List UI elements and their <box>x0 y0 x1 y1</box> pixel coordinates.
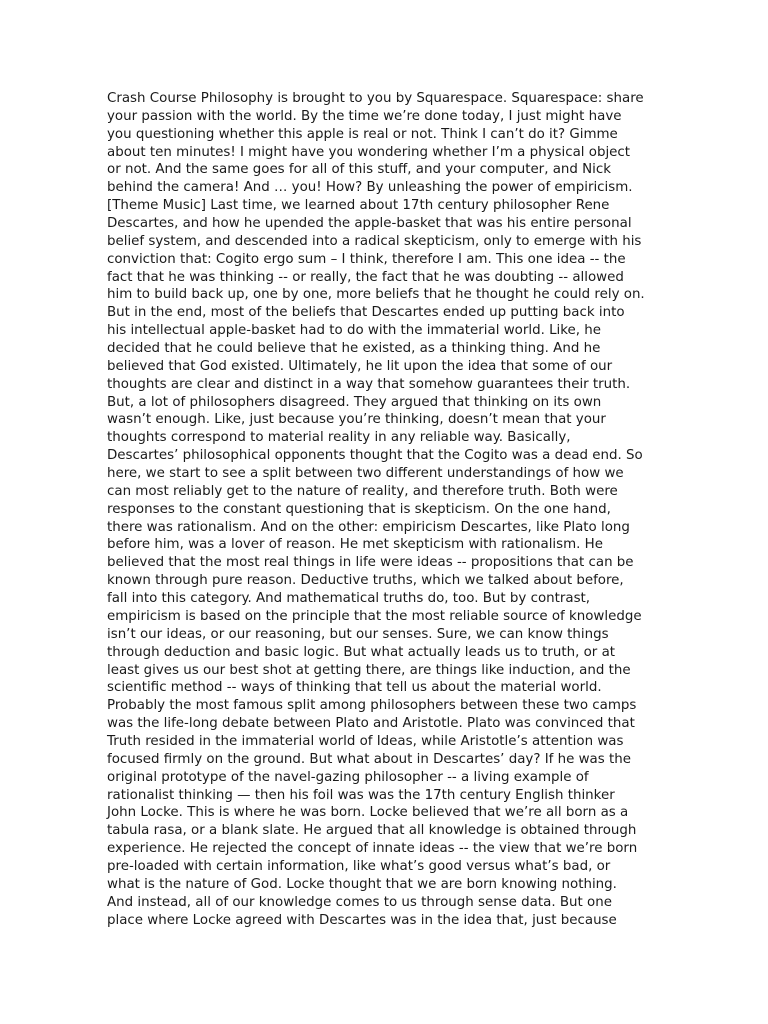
text-line: or not. And the same goes for all of this stuff, and your computer, and Nick <box>107 162 612 178</box>
text-line: what is the nature of God. Locke thought that we are born knowing nothing. <box>107 876 617 892</box>
text-line: isn’t our ideas, or our reasoning, but our senses. Sure, we can know things <box>107 626 609 642</box>
text-line: can most reliably get to the nature of reality, and therefore truth. Both were <box>107 483 618 499</box>
text-line: fall into this category. And mathematical truths do, too. But by contrast, <box>107 591 591 607</box>
text-line: place where Locke agreed with Descartes was in the idea that, just because <box>107 912 617 928</box>
text-line: there was rationalism. And on the other: empiricism Descartes, like Plato long <box>107 519 630 535</box>
text-line: before him, was a lover of reason. He met skepticism with rationalism. He <box>107 537 603 553</box>
text-line: conviction that: Cogito ergo sum – I think, therefore I am. This one idea -- the <box>107 251 626 267</box>
text-line: empiricism is based on the principle that the most reliable source of knowledge <box>107 608 642 624</box>
text-line: fact that he was thinking -- or really, the fact that he was doubting -- allowed <box>107 269 624 285</box>
text-line: least gives us our best shot at getting there, are things like induction, and the <box>107 662 631 678</box>
text-line: rationalist thinking — then his foil was was the 17th century English thinker <box>107 787 615 803</box>
text-line: thoughts are clear and distinct in a way that somehow guarantees their truth. <box>107 376 631 392</box>
text-line: John Locke. This is where he was born. Locke believed that we’re all born as a <box>107 805 629 821</box>
text-line: focused firmly on the ground. But what about in Descartes’ day? If he was the <box>107 751 631 767</box>
text-line: responses to the constant questioning that is skepticism. On the one hand, <box>107 501 611 517</box>
text-line: known through pure reason. Deductive truths, which we talked about before, <box>107 573 624 589</box>
text-line: original prototype of the navel-gazing philosopher -- a living example of <box>107 769 589 785</box>
text-line: Crash Course Philosophy is brought to you by Squarespace. Squarespace: share <box>107 91 644 106</box>
text-line: But in the end, most of the beliefs that Descartes ended up putting back into <box>107 305 625 321</box>
text-line: decided that he could believe that he existed, as a thinking thing. And he <box>107 341 601 357</box>
text-line: thoughts correspond to material reality in any reliable way. Basically, <box>107 430 571 446</box>
text-line: [Theme Music] Last time, we learned about 17th century philosopher Rene <box>107 198 610 214</box>
text-line: behind the camera! And … you! How? By unleashing the power of empiricism. <box>107 180 633 196</box>
text-line: your passion with the world. By the time we’re done today, I just might have <box>107 108 622 124</box>
text-line: experience. He rejected the concept of innate ideas -- the view that we’re born <box>107 841 638 857</box>
text-line: through deduction and basic logic. But what actually leads us to truth, or at <box>107 644 616 660</box>
text-line: believed that the most real things in life were ideas -- propositions that can be <box>107 555 634 571</box>
text-line: And instead, all of our knowledge comes to us through sense data. But one <box>107 894 612 910</box>
text-line: But, a lot of philosophers disagreed. They argued that thinking on its own <box>107 394 602 410</box>
text-line: Probably the most famous split among philosophers between these two camps <box>107 698 637 714</box>
text-line: here, we start to see a split between two different understandings of how we <box>107 466 624 482</box>
text-line: his intellectual apple-basket had to do with the immaterial world. Like, he <box>107 323 602 339</box>
text-line: pre-loaded with certain information, like what’s good versus what’s bad, or <box>107 858 611 874</box>
text-line: about ten minutes! I might have you wondering whether I’m a physical object <box>107 144 631 160</box>
text-line: tabula rasa, or a blank slate. He argued that all knowledge is obtained through <box>107 823 637 839</box>
text-line: you questioning whether this apple is real or not. Think I can’t do it? Gimme <box>107 126 618 142</box>
text-line: scientific method -- ways of thinking that tell us about the material world. <box>107 680 602 696</box>
text-line: wasn’t enough. Like, just because you’re thinking, doesn’t mean that your <box>107 412 606 428</box>
document-page <box>107 90 667 929</box>
text-line: was the life-long debate between Plato and Aristotle. Plato was convinced that <box>107 716 635 732</box>
text-line: Truth resided in the immaterial world of Ideas, while Aristotle’s attention was <box>107 733 624 749</box>
text-line: believed that God existed. Ultimately, he lit upon the idea that some of our <box>107 358 613 374</box>
text-line: belief system, and descended into a radical skepticism, only to emerge with his <box>107 233 642 249</box>
text-line: Descartes, and how he upended the apple-basket that was his entire personal <box>107 216 632 232</box>
text-line: Descartes’ philosophical opponents thought that the Cogito was a dead end. So <box>107 448 643 464</box>
text-line: him to build back up, one by one, more beliefs that he thought he could rely on. <box>107 287 645 303</box>
